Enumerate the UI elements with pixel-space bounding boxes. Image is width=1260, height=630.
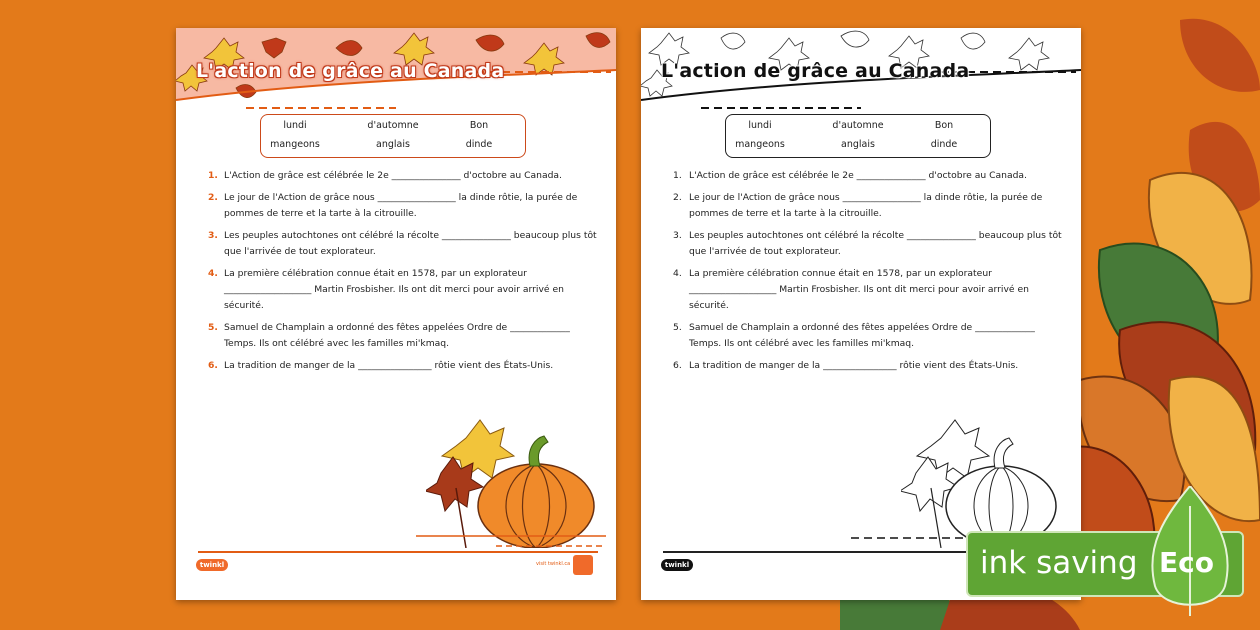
question-text: Le jour de l'Action de grâce nous _________________ la dinde rôtie, la purée de pommes de terre et la tarte à la citrouille.	[689, 192, 1043, 219]
word-bank-word: lundi	[283, 120, 307, 131]
question-text: La tradition de manger de la ________________ rôtie vient des États-Unis.	[689, 360, 1019, 371]
question-text: L'Action de grâce est célébrée le 2e _______________ d'octobre au Canada.	[689, 170, 1027, 181]
eco-badge-label: Eco	[1159, 546, 1214, 579]
twinkl-logo: twinkl	[196, 559, 228, 571]
worksheet-title: L'action de grâce au Canada	[661, 60, 970, 82]
question-text: Les peuples autochtones ont célébré la récolte _______________ beaucoup plus tôt que l'arrivée de tout explorateur.	[224, 230, 597, 257]
pumpkin-leaves-outline-illustration	[901, 418, 1071, 548]
question-item	[208, 228, 600, 260]
question-text: Le jour de l'Action de grâce nous _________________ la dinde rôtie, la purée de pommes de terre et la tarte à la citrouille.	[224, 192, 578, 219]
worksheet-ink-saving-version	[641, 28, 1081, 600]
question-text: Samuel de Champlain a ordonné des fêtes appelées Ordre de _____________ Temps. Ils ont célébré avec les familles mi'kmaq.	[689, 322, 1035, 349]
question-number: 2.	[673, 192, 682, 203]
footer-dash-decoration	[416, 532, 606, 552]
word-bank-word: lundi	[748, 120, 772, 131]
question-item	[208, 168, 600, 184]
question-item	[673, 228, 1065, 260]
question-number: 5.	[673, 322, 682, 333]
question-list	[673, 168, 1065, 380]
word-bank-word: mangeons	[270, 139, 320, 150]
word-bank-word: anglais	[376, 139, 410, 150]
question-number: 6.	[673, 360, 682, 371]
brand-badge-icon	[573, 555, 593, 575]
pumpkin-leaves-illustration	[426, 418, 606, 548]
question-text: La première célébration connue était en 1578, par un explorateur ___________________ Martin Frosbisher. Ils ont dit merci pour avoir arrivé en sécurité.	[689, 268, 1029, 311]
question-number: 3.	[208, 230, 218, 241]
question-item	[208, 266, 600, 314]
question-item	[673, 266, 1065, 314]
word-bank-word: d'automne	[367, 120, 419, 131]
worksheet-title: L'action de grâce au Canada	[196, 60, 505, 82]
footer-divider	[198, 551, 598, 553]
word-bank-word: anglais	[841, 139, 875, 150]
question-number: 5.	[208, 322, 218, 333]
question-item	[208, 320, 600, 352]
word-bank	[725, 114, 991, 158]
question-number: 6.	[208, 360, 218, 371]
question-number: 2.	[208, 192, 218, 203]
visit-link-text: visit twinkl.ca	[536, 561, 571, 567]
question-item	[208, 190, 600, 222]
question-number: 4.	[208, 268, 218, 279]
question-list	[208, 168, 600, 380]
question-text: La tradition de manger de la ________________ rôtie vient des États-Unis.	[224, 360, 554, 371]
question-item	[673, 358, 1065, 374]
word-bank-word: dinde	[930, 139, 958, 150]
question-item	[673, 190, 1065, 222]
question-item	[673, 320, 1065, 352]
question-number: 3.	[673, 230, 682, 241]
question-number: 4.	[673, 268, 682, 279]
word-bank-word: dinde	[465, 139, 493, 150]
word-bank	[260, 114, 526, 158]
question-number: 1.	[673, 170, 682, 181]
question-item	[673, 168, 1065, 184]
question-number: 1.	[208, 170, 218, 181]
twinkl-logo: twinkl	[661, 559, 693, 571]
word-bank-word: Bon	[469, 120, 489, 131]
question-text: La première célébration connue était en 1578, par un explorateur ___________________ Martin Frosbisher. Ils ont dit merci pour avoir arrivé en sécurité.	[224, 268, 564, 311]
question-text: Les peuples autochtones ont célébré la récolte _______________ beaucoup plus tôt que l'arrivée de tout explorateur.	[689, 230, 1062, 257]
word-bank-word: Bon	[934, 120, 954, 131]
question-item	[208, 358, 600, 374]
question-text: Samuel de Champlain a ordonné des fêtes appelées Ordre de _____________ Temps. Ils ont célébré avec les familles mi'kmaq.	[224, 322, 570, 349]
worksheet-color-version	[176, 28, 616, 600]
word-bank-word: d'automne	[832, 120, 884, 131]
word-bank-word: mangeons	[735, 139, 785, 150]
question-text: L'Action de grâce est célébrée le 2e _______________ d'octobre au Canada.	[224, 170, 562, 181]
ink-saving-label: ink saving	[980, 545, 1138, 581]
